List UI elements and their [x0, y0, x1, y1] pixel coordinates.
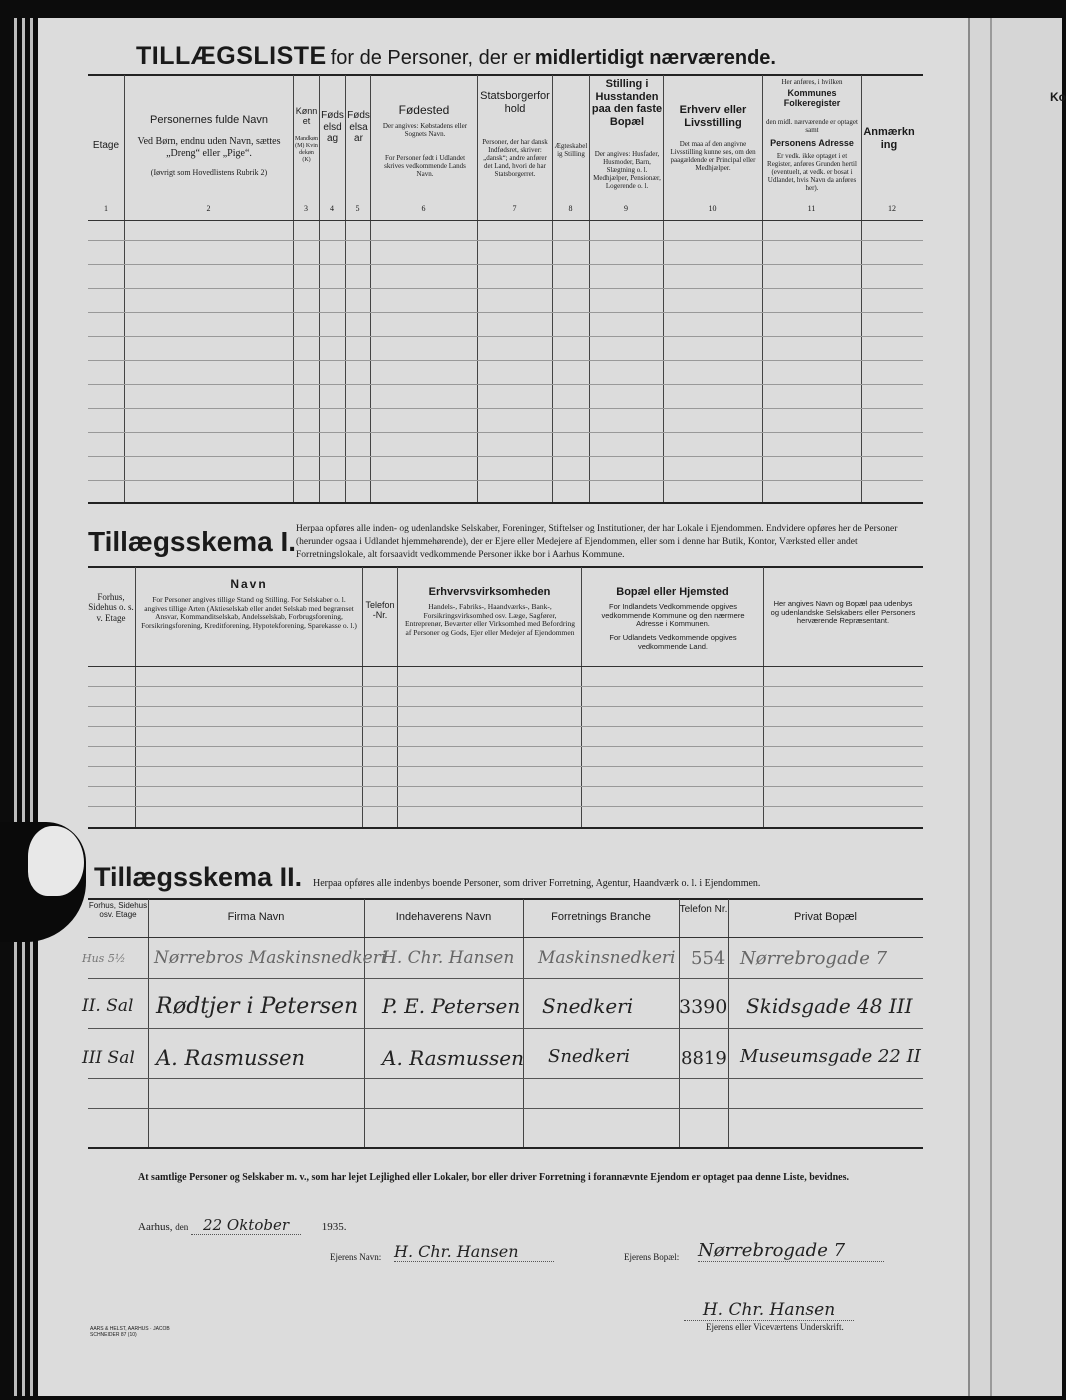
declaration-text: At samtlige Personer og Selskaber m. v., som har lejet Lejlighed eller Lokaler, bor eller driver Forretning i forannævnte Ejendom er optaget paa denne Liste, bevidnes. — [138, 1172, 849, 1183]
s1-col-bopael: Bopæl eller Hjemsted — [616, 586, 729, 598]
s2-row3-indehaver: A. Rasmussen — [382, 1046, 524, 1070]
skema1-description: Herpaa opføres alle inden- og udenlandske Selskaber, Foreninger, Stiftelser og Institutioner, der har Lokale i Ejendommen. Endvidere opføres her de Personer (herunder ogsaa i Udlandet hjemmehørende), der er Ejere eller Medejere af Ejendommen, eller som i denne har Butik, Kontor, Værksted eller andet Forretningslokale, alt forsaavidt vedkommende Personer ikke bor i Aarhus Kommune. — [296, 524, 898, 560]
col-num-1: 1 — [104, 204, 108, 213]
owner-name-label: Ejerens Navn: — [330, 1252, 382, 1262]
s2-row2-indehaver: P. E. Petersen — [382, 994, 521, 1018]
col-stilling-sub: Der angives: Husfader, Husmoder, Barn, Slægtning o. l. Medhjælper, Pensionær, Logerende o. l. — [593, 150, 661, 191]
s1-col-erhverv-sub: Handels-, Fabriks-, Haandværks-, Bank-, Forsikringsvirksomhed osv. Læge, Sagfører, Entreprenør, Beværter eller Virksomhed med Befordring af Personer og Gods, Ejer eller Medejer af Ejendommen — [405, 602, 575, 637]
col-anmaerkning: Anmærkning — [863, 126, 915, 151]
col-foedested-note: For Personer født i Udlandet skrives vedkommende Lands Navn. — [384, 154, 466, 179]
col-etage: Etage — [92, 140, 120, 151]
col-num-5: 5 — [355, 204, 360, 213]
col-num-7: 7 — [512, 204, 517, 213]
col-kommune-mid: den midl. nærværende er optaget samt — [766, 118, 858, 135]
date-handwritten: 22 Oktober — [191, 1216, 301, 1235]
col-aegteskab: Ægteskabelig Stilling — [554, 142, 588, 159]
s1-col-erhverv: Erhvervsvirksomheden — [428, 586, 551, 598]
owner-address-label: Ejerens Bopæl: — [624, 1252, 680, 1262]
col-foedested-sub: Der angives: Købstadens eller Sognets Navn. — [382, 122, 468, 139]
signature-label: Ejerens eller Viceværtens Underskrift. — [706, 1322, 844, 1332]
col-navn-note: (Iøvrigt som Hovedlistens Rubrik 2) — [150, 168, 268, 177]
owner-address: Nørrebrogade 7 — [698, 1240, 884, 1262]
facing-page-fragment: Ko — [1050, 90, 1066, 104]
col-num-2: 2 — [206, 204, 211, 213]
den-label: den — [175, 1222, 189, 1232]
col-num-3: 3 — [304, 204, 308, 213]
s2-col-bopael: Privat Bopæl — [794, 911, 857, 923]
year-label: 1935. — [321, 1221, 347, 1233]
s2-row3-telefon: 8819 — [681, 1048, 727, 1069]
title-mid: for de Personer, der er — [330, 47, 531, 69]
col-foedselsaar: Fødselsaar — [347, 110, 370, 144]
col-koennet: Kønnet — [295, 106, 318, 127]
col-statsborger: Statsborgerforhold — [480, 90, 550, 115]
s2-row3-bopael: Museumsgade 22 II — [740, 1046, 921, 1067]
s2-row1-telefon: 554 — [691, 948, 726, 969]
col-num-4: 4 — [330, 204, 334, 213]
col-koennet-sub: Mandkøn (M) Kvindekøn (K) — [295, 136, 318, 163]
title-bold: TILLÆGSLISTE — [136, 42, 327, 70]
col-kommune-title: Kommunes Folkeregister — [783, 88, 841, 109]
col-kommune-title2: Personens Adresse — [770, 138, 854, 148]
signature: H. Chr. Hansen — [684, 1300, 854, 1321]
col-foedested: Fødested — [398, 103, 450, 117]
col-num-9: 9 — [624, 204, 628, 213]
skema2-title: Tillægsskema II. — [94, 862, 303, 892]
col-num-8: 8 — [568, 204, 573, 213]
place-label: Aarhus, — [138, 1221, 173, 1233]
s1-col-repraesentant: Her angives Navn og Bopæl paa udenbys og udenlandske Selskabers eller Personers herværende Repræsentant. — [770, 599, 916, 626]
col-stilling: Stilling i Husstanden paa den faste Bopæl — [591, 78, 663, 128]
printer-mark: AARS & HELST, AARHUS · JACOB SCHNEIDER 87 (10) — [90, 1326, 170, 1338]
s1-col-bopael-sub2: For Udlandets Vedkommende opgives vedkommende Land. — [609, 633, 737, 651]
title-end: midlertidigt nærværende. — [534, 47, 776, 69]
col-erhverv-sub: Det maa af den angivne Livsstilling kunne ses, om den paagældende er Principal eller Medhjælper. — [670, 140, 756, 173]
owner-name: H. Chr. Hansen — [394, 1242, 554, 1262]
s2-row2-telefon: 3390 — [679, 996, 728, 1018]
s1-col-etage: Forhus, Sidehus o. s. v. Etage — [88, 592, 134, 623]
s2-row1-bopael: Nørrebrogade 7 — [740, 948, 888, 969]
date-line — [138, 1216, 347, 1235]
col-kommune-pre: Her anføres, i hvilken — [781, 78, 843, 86]
facing-page — [968, 18, 1066, 1396]
s1-col-navn: Navn — [230, 577, 268, 591]
s2-col-indehaver: Indehaverens Navn — [395, 911, 492, 923]
s1-col-navn-sub: For Personer angives tillige Stand og Stilling. For Selskaber o. l. angives tillige Arten (Aktieselskab eller andet Selskab med begrænset Ansvar, Kommanditselskab, Andelsselskab, Forbrugsforening, Forsikringsforening, Kreditforening, Hypotekforening, Sparekasse o. l.) — [141, 595, 357, 630]
s2-col-etage: Forhus, Sidehus osv. Etage — [88, 901, 148, 920]
col-erhverv: Erhverv eller Livsstilling — [679, 104, 747, 129]
tillaegsliste-title — [136, 42, 776, 71]
col-kommune-sub: Er vedk. ikke optaget i et Register, anføres Grunden hertil (eventuelt, at vedk. er bosat i Udlandet, hvis Navn da anføres her). — [767, 152, 857, 193]
s2-row2-branche: Snedkeri — [542, 994, 634, 1018]
s1-col-telefon: Telefon-Nr. — [365, 600, 395, 621]
form-page — [38, 18, 970, 1396]
col-foedselsdag: Fødselsdag — [321, 110, 344, 144]
s2-row2-bopael: Skidsgade 48 III — [746, 994, 913, 1018]
s1-col-bopael-sub: For Indlandets Vedkommende opgives vedkommende Kommune og den nærmere Adresse i Kommunen. — [601, 602, 745, 629]
s2-col-firma: Firma Navn — [227, 911, 285, 923]
col-statsborger-sub: Personer, der har dansk Indfødsret, skriver: „dansk“; andre anfører det Land, hvori de har Statsborgerret. — [482, 138, 548, 179]
s2-row3-branche: Snedkeri — [548, 1046, 631, 1067]
col-navn-sub: Ved Børn, endnu uden Navn, sættes „Dreng“ eller „Pige“. — [137, 136, 281, 159]
col-num-11: 11 — [807, 204, 816, 213]
col-navn-title: Personernes fulde Navn — [149, 114, 268, 126]
s2-row2-etage: II. Sal — [82, 996, 134, 1016]
s2-row3-firma: A. Rasmussen — [156, 1046, 306, 1070]
skema1-title: Tillægsskema I. — [88, 526, 297, 557]
col-num-6: 6 — [421, 204, 426, 213]
s2-row3-etage: III Sal — [82, 1048, 135, 1068]
s2-row1-firma: Nørrebros Maskinsnedkeri — [154, 948, 387, 968]
s2-row1-indehaver: H. Chr. Hansen — [382, 948, 515, 968]
s2-col-telefon: Telefon Nr. — [679, 904, 728, 915]
s2-row2-firma: Rødtjer i Petersen — [156, 994, 359, 1019]
col-num-12: 12 — [888, 204, 896, 213]
col-num-10: 10 — [708, 204, 717, 213]
skema2-description: Herpaa opføres alle indenbys boende Personer, som driver Forretning, Agentur, Haandværk o. l. i Ejendommen. — [313, 878, 761, 889]
s2-row1-branche: Maskinsnedkeri — [538, 948, 676, 968]
s2-col-branche: Forretnings Branche — [551, 911, 651, 923]
s2-row1-etage: Hus 5½ — [82, 952, 126, 965]
